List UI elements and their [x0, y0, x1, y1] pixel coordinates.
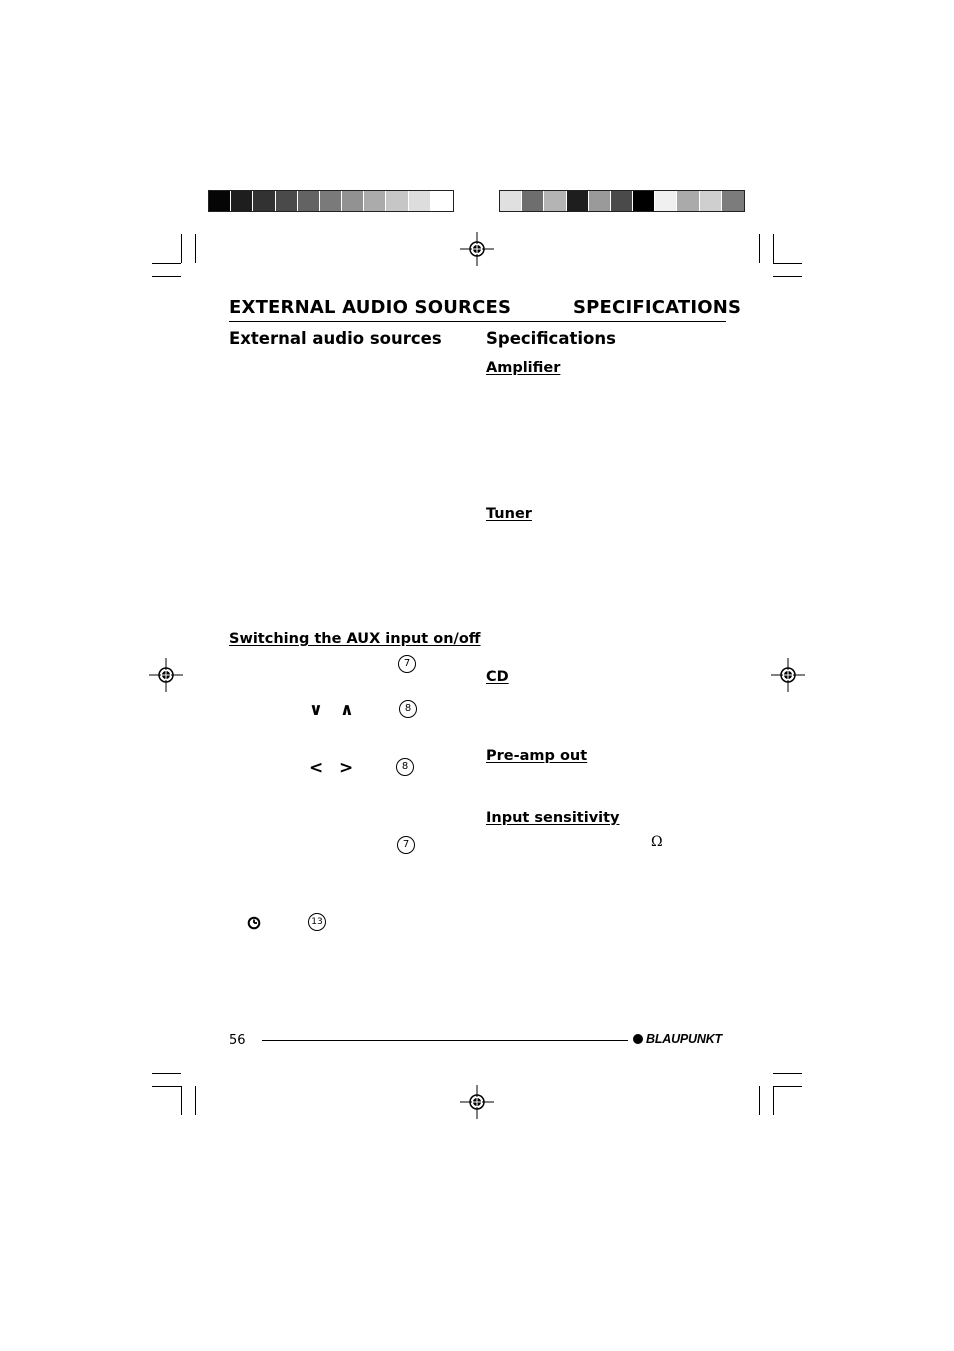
crop-mark: [181, 1086, 182, 1115]
left-column-heading: External audio sources: [229, 329, 442, 348]
brand-dot-icon: [633, 1034, 643, 1044]
color-swatch: [722, 191, 744, 211]
page-number: 56: [229, 1033, 246, 1048]
crop-mark: [773, 263, 802, 264]
right-arrow-icon: >: [339, 758, 354, 778]
color-swatch: [231, 191, 253, 211]
header-right-title: SPECIFICATIONS: [573, 297, 742, 318]
crop-mark: [152, 263, 181, 264]
up-arrow-icon: ∧: [340, 700, 354, 720]
left-arrow-icon: <: [309, 758, 324, 778]
section-preamp-out: Pre-amp out: [486, 748, 588, 764]
registration-mark-right: [771, 658, 805, 692]
button-ref-7: 7: [397, 836, 415, 854]
crop-mark: [773, 1073, 802, 1074]
color-swatch: [431, 191, 453, 211]
color-swatch: [409, 191, 431, 211]
crop-mark: [195, 234, 196, 263]
color-swatch: [700, 191, 722, 211]
down-arrow-icon: ∨: [309, 700, 323, 720]
color-swatch: [655, 191, 677, 211]
brand-logo: [633, 1032, 722, 1046]
color-swatch: [364, 191, 386, 211]
color-swatch: [298, 191, 320, 211]
color-swatch: [611, 191, 633, 211]
header-rule: [229, 321, 726, 322]
color-swatch: [567, 191, 589, 211]
crop-mark: [773, 276, 802, 277]
crop-mark: [152, 276, 181, 277]
section-tuner: Tuner: [486, 506, 532, 522]
crop-mark: [181, 234, 182, 263]
color-swatch: [500, 191, 522, 211]
section-aux-switch: Switching the AUX input on/off: [229, 631, 481, 647]
right-column-heading: Specifications: [486, 329, 616, 348]
color-calibration-bar-right: [499, 190, 745, 212]
color-swatch: [342, 191, 364, 211]
button-ref-8: 8: [396, 758, 414, 776]
crop-mark: [773, 1086, 802, 1087]
clock-icon: [247, 916, 261, 930]
ohm-symbol: Ω: [651, 834, 663, 850]
header-left-title: EXTERNAL AUDIO SOURCES: [229, 297, 512, 318]
crop-mark: [152, 1086, 181, 1087]
crop-mark: [195, 1086, 196, 1115]
crop-mark: [773, 1086, 774, 1115]
section-input-sensitivity: Input sensitivity: [486, 810, 620, 826]
button-ref-8: 8: [399, 700, 417, 718]
crop-mark: [773, 234, 774, 263]
crop-mark: [152, 1073, 181, 1074]
color-swatch: [276, 191, 298, 211]
color-swatch: [320, 191, 342, 211]
crop-mark: [759, 1086, 760, 1115]
brand-name: BLAUPUNKT: [646, 1032, 722, 1046]
button-ref-13: 13: [308, 913, 326, 931]
color-swatch: [544, 191, 566, 211]
color-swatch: [589, 191, 611, 211]
button-ref-7: 7: [398, 655, 416, 673]
section-cd: CD: [486, 669, 509, 685]
color-swatch: [209, 191, 231, 211]
section-amplifier: Amplifier: [486, 360, 561, 376]
color-swatch: [677, 191, 699, 211]
footer-rule: [262, 1040, 628, 1041]
color-swatch: [253, 191, 275, 211]
registration-mark-bottom: [460, 1085, 494, 1119]
registration-mark-top: [460, 232, 494, 266]
color-swatch: [522, 191, 544, 211]
color-calibration-bar-left: [208, 190, 454, 212]
crop-mark: [759, 234, 760, 263]
color-swatch: [386, 191, 408, 211]
color-swatch: [633, 191, 655, 211]
registration-mark-left: [149, 658, 183, 692]
